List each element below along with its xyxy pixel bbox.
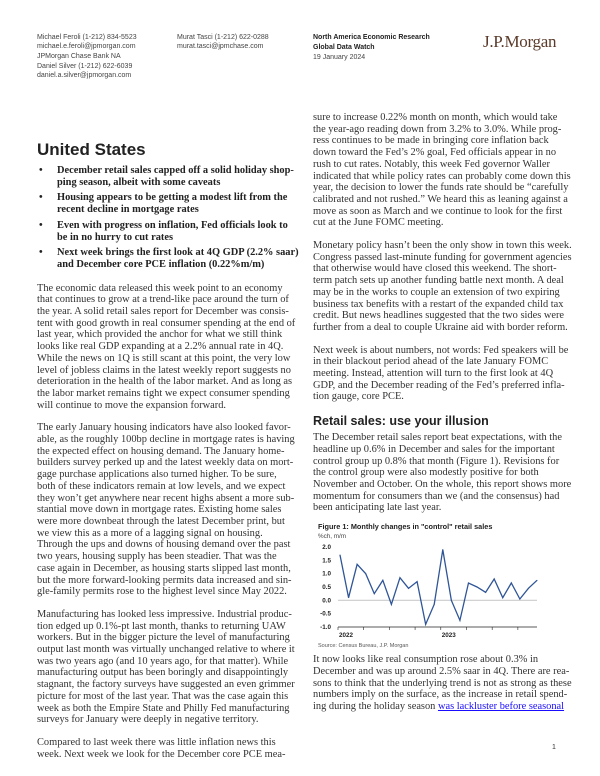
page-title: United States <box>37 140 146 159</box>
text-line: both of these indicators remain at low levels, and we expect <box>37 480 286 492</box>
text-line: manufacturing output has been boringly and disappointingly <box>37 667 289 679</box>
text-line: While the news on 1Q is still scant at this point, the very low <box>37 352 291 364</box>
left-column <box>37 140 299 771</box>
lackluster-link[interactable]: was lackluster before seasonal <box>437 700 565 712</box>
data-point <box>468 583 469 584</box>
data-point <box>442 549 443 550</box>
author-entity: JPMorgan Chase Bank NA <box>37 52 121 60</box>
text-line: may be in the works to couple an extension of two expiring <box>313 286 560 298</box>
text-line: will continue to move the expansion forward. <box>37 399 227 411</box>
text-line: sure to increase 0.22% month on month, which would take <box>313 112 558 123</box>
key-point <box>37 220 299 243</box>
line-chart <box>305 541 540 641</box>
text-line: It now looks like real consumption rose about 0.3% in <box>313 654 539 666</box>
text-line: Next week is about numbers, not words: Fed speakers will be <box>313 344 569 356</box>
data-point <box>511 583 512 584</box>
y-tick-label: -0.5 <box>320 610 331 618</box>
y-tick-label: 1.5 <box>322 557 331 565</box>
text-line: Monetary policy hasn’t been the only show in town this week. <box>313 240 572 252</box>
text-line: year, the decision to lower the funds rate should be “carefully <box>313 182 569 194</box>
text-line: week as both the Empire State and Philly Fed manufacturing <box>37 702 290 714</box>
text-line: further from a deal to couple Ukraine aid with border reform. <box>313 321 568 333</box>
publication-title: Global Data Watch <box>313 44 375 51</box>
text-line: tion gauge, core PCE. <box>313 391 404 403</box>
key-point-line: • Next week brings the first look at 4Q GDP (2.2% saar) <box>57 247 299 259</box>
paragraph <box>313 432 575 514</box>
text-line: we view this as a more of a lagging signal on housing. <box>37 527 263 539</box>
key-point-line: • December retail sales capped off a solid holiday shop- <box>57 165 294 176</box>
y-tick-label: -1.0 <box>320 624 331 632</box>
text-line: the year. A solid retail sales report for December was consis- <box>37 306 289 318</box>
data-point <box>408 588 409 589</box>
data-point <box>451 600 452 601</box>
text-line: two years, housing supply has been steadier. That was the <box>37 551 277 563</box>
data-point <box>374 593 375 594</box>
text-line: case again in December, as housing starts slipped last month, <box>37 562 291 574</box>
data-point <box>425 624 426 625</box>
key-points-list <box>37 165 299 275</box>
data-point <box>537 580 538 581</box>
x-tick-label: 2023 <box>441 632 456 640</box>
author-block-2 <box>177 33 269 52</box>
text-line: in their blackout period ahead of the late January FOMC <box>313 356 549 368</box>
text-line: the expected effect on housing demand. The January home- <box>37 445 285 457</box>
text-line: picture for most of the last year. That was the case again this <box>37 690 289 702</box>
data-point <box>502 597 503 598</box>
right-column <box>313 112 575 724</box>
text-line: November and October. On the whole, this report shows more <box>313 478 572 490</box>
text-line: the control group were also modestly positive for both <box>313 467 539 479</box>
paragraph-lines <box>313 654 575 701</box>
text-line: that otherwise would have closed this weekend. The short- <box>313 263 557 275</box>
key-point <box>37 247 299 270</box>
text-line: that continues to grow at a trend-like pace around the turn of <box>37 294 289 306</box>
figure-1 <box>318 522 575 650</box>
text-line: meeting. Instead, attention will turn to the first look at 4Q <box>313 368 554 380</box>
data-point <box>459 620 460 621</box>
text-line: tent with good growth in real consumer spending at the end of <box>37 317 296 329</box>
text-line: been anticipating late last year. <box>313 502 442 514</box>
key-point-line: and December core PCE inflation (0.22%m/m) <box>57 258 265 270</box>
text-line: The early January housing indicators have also looked favor- <box>37 422 291 434</box>
text-line: the labor market remains tight we expect consumer spending <box>37 387 290 399</box>
text-line: they won’t get anywhere near recent highs absent a more sub- <box>37 492 295 504</box>
key-point-line: ping season, albeit with some caveats <box>57 176 221 188</box>
page-number: 1 <box>552 744 556 751</box>
text-line: headline up 0.6% in December and sales for the important <box>313 443 555 455</box>
x-tick-label: 2022 <box>338 632 354 640</box>
data-point <box>357 564 358 565</box>
text-line: were more downbeat through the latest December print, but <box>37 515 285 527</box>
y-tick-label: 2.0 <box>322 544 331 552</box>
data-point <box>528 588 529 589</box>
data-point <box>494 579 495 580</box>
author-phone: Michael Feroli (1-212) 834-5523 <box>37 34 137 41</box>
data-point <box>485 592 486 593</box>
text-line: ress continues to be made in bringing core inflation back <box>313 135 549 147</box>
text-line: cut at the June FOMC meeting. <box>313 217 444 229</box>
jpmorgan-logo: J.P.Morgan <box>483 32 557 51</box>
text-line: stagnant, the factory surveys have suggested an even grimmer <box>37 679 295 691</box>
publication-info <box>313 33 430 63</box>
department: North America Economic Research <box>313 34 430 41</box>
text-line: stantial move down in mortgage rates. Existing home sales <box>37 504 282 516</box>
author-email[interactable]: michael.e.feroli@jpmorgan.com <box>37 43 136 51</box>
chart-source: Source: Census Bureau, J.P. Morgan <box>318 643 409 650</box>
author-email[interactable]: murat.tasci@jpmchase.com <box>177 43 264 51</box>
text-line: Manufacturing has looked less impressive. Industrial produc- <box>37 608 292 620</box>
y-tick-label: 0.5 <box>322 584 331 592</box>
text-line: week. Next week we look for the December core PCE mea- <box>37 748 286 760</box>
text-line: deterioration in the health of the labor market. And as long as <box>37 376 293 388</box>
key-point-line: recent decline in mortgage rates <box>57 204 199 216</box>
text-line: Compared to last week there was little inflation news this <box>37 736 276 748</box>
text-line: surveys for January were deeply in negative territory. <box>37 714 259 726</box>
data-point <box>348 597 349 598</box>
text-line: rush to cut rates. Notably, this week Fed governor Waller <box>313 158 550 170</box>
text-line: builders survey perked up and the latest weekly data on mort- <box>37 457 294 469</box>
text-line: business tax benefits with a restart of the expanded child tax <box>313 298 564 310</box>
text: ing during the holiday season <box>313 700 438 712</box>
text-line: workers. But in the bigger picture the level of manufacturing <box>37 632 290 644</box>
author-email[interactable]: daniel.a.silver@jpmorgan.com <box>37 72 132 80</box>
text-line: credit. But news headlines suggested that the two sides were <box>313 310 565 322</box>
data-point <box>399 577 400 578</box>
text-line: momentum for consumers than we (and the consensus) had <box>313 490 560 502</box>
text-line: indicated that while policy rates can probably come down this <box>313 170 571 182</box>
author-block-1 <box>37 33 137 80</box>
section-heading: Retail sales: use your illusion <box>313 414 489 429</box>
text-line: the year-ago reading down from 3.2% to 3.0%. While prog- <box>313 123 562 135</box>
text-line: calibrated and not rushed.” We heard this as leaning against a <box>313 193 568 205</box>
text-line: sons to think that the underlying trend is not as strong as these <box>313 677 572 689</box>
key-point-line: • Even with progress on inflation, Fed officials look to <box>57 219 288 231</box>
text-line: gage purchase applications also turned higher. To be sure, <box>37 469 277 481</box>
text-line: able, as the roughly 100bp decline in mortgage rates is having <box>37 434 295 446</box>
paragraph <box>313 112 575 229</box>
text-line: Through the ups and downs of housing demand over the past <box>37 539 291 551</box>
paragraph <box>313 345 575 404</box>
text-line: looks like real GDP expanding at a 2.2% annual rate in 4Q. <box>37 341 284 353</box>
text-line: but the more forward-looking permits data increased and sin- <box>37 574 292 586</box>
key-point-line: • Housing appears to be getting a modest lift from the <box>57 192 288 204</box>
key-point <box>37 165 299 188</box>
y-tick-label: 0.0 <box>322 597 331 605</box>
text-line: Congress passed last-minute funding for government agencies <box>313 251 572 263</box>
text-line: was two years ago (and 10 years ago, for that matter). While <box>37 655 289 667</box>
author-phone: Murat Tasci (1-212) 622-0288 <box>177 34 269 41</box>
text-line: control group up 0.8% that month (Figure 1). Revisions for <box>313 455 560 467</box>
text-line: gle-family permits rose to the highest level since May 2022. <box>37 586 287 598</box>
paragraph <box>313 654 575 713</box>
data-point <box>519 599 520 600</box>
data-point <box>365 573 366 574</box>
key-point-line: be in no hurry to cut rates <box>57 231 174 243</box>
text-line: down toward the Fed’s 2% goal, Fed officials appear in no <box>313 147 557 159</box>
text-line: The December retail sales report beat expectations, with the <box>313 432 562 444</box>
text-line: move as soon as March and we continue to look for the first <box>313 205 563 217</box>
text-line: tion edged up 0.1%-pt last month, thanks to returning UAW <box>37 620 286 632</box>
text-line: The economic data released this week point to an economy <box>37 282 283 294</box>
text-line: term patch sets up another funding battle next month. A deal <box>313 275 564 287</box>
paragraph <box>37 422 299 598</box>
publication-date: 19 January 2024 <box>313 54 366 61</box>
data-point <box>434 604 435 605</box>
chart-title: Figure 1: Monthly changes in "control" retail sales <box>318 522 493 532</box>
data-point <box>340 555 341 556</box>
text-line: last year, which provided the anchor for what we still think <box>37 329 283 341</box>
paragraph <box>37 609 299 726</box>
text-line: numbers imply on the surface, as the increase in retail spend- <box>313 689 568 701</box>
text-line: level of jobless claims in the latest weekly report suggests no <box>37 364 291 376</box>
paragraph <box>313 240 575 334</box>
data-point <box>477 587 478 588</box>
y-tick-label: 1.0 <box>322 570 331 578</box>
data-point <box>382 580 383 581</box>
text-line: output last month was virtually unchanged relative to where it <box>37 644 295 656</box>
chart-unit-label: %ch, m/m <box>318 533 346 541</box>
key-point <box>37 192 299 215</box>
series-line <box>340 550 537 625</box>
author-phone: Daniel Silver (1-212) 622-6039 <box>37 62 133 70</box>
paragraph <box>37 283 299 412</box>
text-line: GDP, and the December reading of the Fed’s preferred infla- <box>313 379 565 391</box>
text-line: December and was up around 2.5% saar in 4Q. There are rea- <box>313 665 570 677</box>
data-point <box>417 581 418 582</box>
data-point <box>391 604 392 605</box>
paragraph <box>37 737 299 760</box>
